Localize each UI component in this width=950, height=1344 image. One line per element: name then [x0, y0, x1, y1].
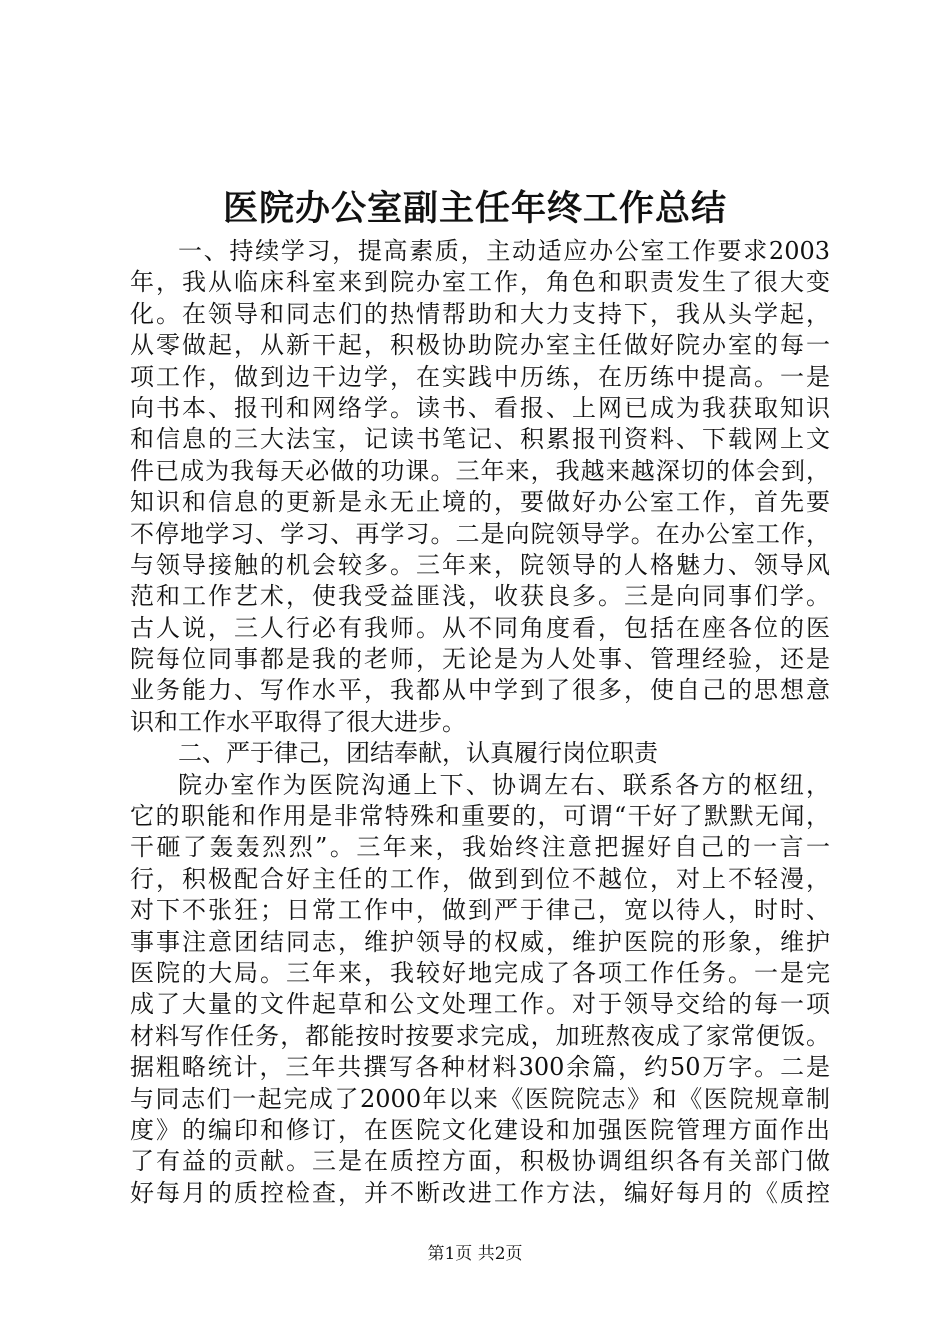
body-text-line: 医院的大局。三年来，我较好地完成了各项工作任务。一是完 — [130, 958, 830, 987]
body-text-line: 范和工作艺术，使我受益匪浅，收获良多。三是向同事们学。 — [130, 582, 830, 611]
body-text-line: 知识和信息的更新是永无止境的，要做好办公室工作，首先要 — [130, 488, 830, 517]
body-text-line: 件已成为我每天必做的功课。三年来，我越来越深切的体会到， — [130, 456, 830, 485]
page-number: 第1页 共2页 — [427, 1244, 523, 1264]
body-text-line: 材料写作任务，都能按时按要求完成，加班熬夜成了家常便饭。 — [130, 1021, 830, 1050]
body-text-line: 院每位同事都是我的老师，无论是为人处事、管理经验，还是 — [130, 645, 830, 674]
body-text-line: 化。在领导和同志们的热情帮助和大力支持下，我从头学起， — [130, 299, 830, 328]
body-text-line: 古人说，三人行必有我师。从不同角度看，包括在座各位的医 — [130, 613, 830, 642]
body-text-line: 二、严于律己，团结奉献，认真履行岗位职责 — [178, 739, 658, 768]
body-text-line: 对下不张狂；日常工作中，做到严于律己，宽以待人，时时、 — [130, 896, 830, 925]
body-text-line: 业务能力、写作水平，我都从中学到了很多，使自己的思想意 — [130, 676, 830, 705]
body-text-line: 据粗略统计，三年共撰写各种材料300余篇，约50万字。二是 — [130, 1053, 830, 1082]
body-text-line: 好每月的质控检查，并不断改进工作方法，编好每月的《质控 — [130, 1178, 830, 1207]
body-text-line: 不停地学习、学习、再学习。二是向院领导学。在办公室工作， — [130, 519, 830, 548]
document-body — [130, 236, 830, 1209]
body-text-line: 它的职能和作用是非常特殊和重要的，可谓“干好了默默无闻， — [130, 802, 830, 831]
body-text-line: 度》的编印和修订，在医院文化建设和加强医院管理方面作出 — [130, 1115, 830, 1144]
body-text-line: 了有益的贡献。三是在质控方面，积极协调组织各有关部门做 — [130, 1147, 830, 1176]
body-text-line: 识和工作水平取得了很大进步。 — [130, 707, 466, 736]
body-text-line: 项工作，做到边干边学，在实践中历练，在历练中提高。一是 — [130, 362, 830, 391]
body-text-line: 成了大量的文件起草和公文处理工作。对于领导交给的每一项 — [130, 990, 830, 1019]
body-text-line: 行，积极配合好主任的工作，做到到位不越位，对上不轻漫， — [130, 864, 830, 893]
body-text-line: 院办室作为医院沟通上下、协调左右、联系各方的枢纽， — [178, 770, 830, 799]
body-text-line: 干砸了轰轰烈烈”。三年来，我始终注意把握好自己的一言一 — [130, 833, 830, 862]
body-text-line: 与领导接触的机会较多。三年来，院领导的人格魅力、领导风 — [130, 550, 830, 579]
body-text-line: 与同志们一起完成了2000年以来《医院院志》和《医院规章制 — [130, 1084, 830, 1113]
document-title: 医院办公室副主任年终工作总结 — [222, 188, 727, 229]
body-text-line: 一、持续学习，提高素质，主动适应办公室工作要求2003 — [178, 237, 830, 265]
body-text-line: 事事注意团结同志，维护领导的权威，维护医院的形象，维护 — [130, 927, 830, 956]
body-text-line: 年，我从临床科室来到院办室工作，角色和职责发生了很大变 — [130, 268, 830, 297]
body-text-line: 和信息的三大法宝，记读书笔记、积累报刊资料、下载网上文 — [130, 425, 830, 454]
body-text-line: 向书本、报刊和网络学。读书、看报、上网已成为我获取知识 — [130, 393, 830, 422]
body-text-line: 从零做起，从新干起，积极协助院办室主任做好院办室的每一 — [130, 331, 830, 360]
